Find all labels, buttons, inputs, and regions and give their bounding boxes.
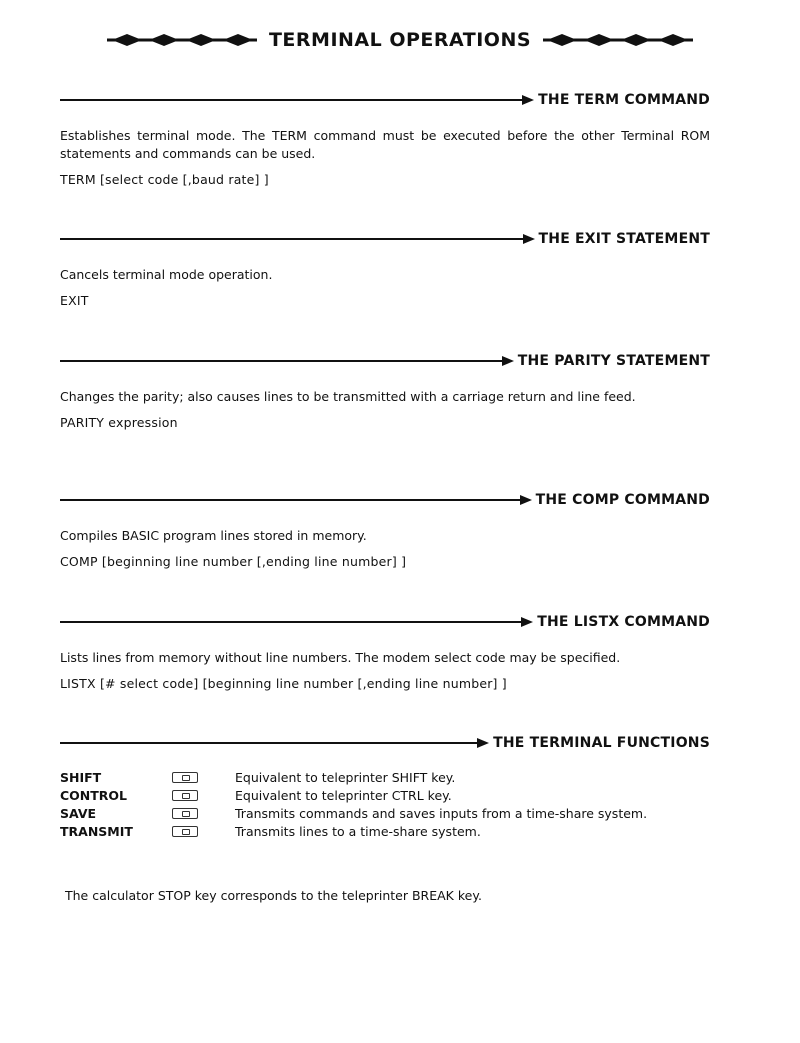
table-row [60,823,647,841]
heading-arrow-rule [60,499,520,501]
key-icon [172,772,198,783]
section-heading-row [60,229,710,249]
section-heading-row [60,490,710,510]
function-description: Transmits commands and saves inputs from a time-share system. [235,806,648,821]
function-name: SAVE [60,806,97,821]
syntax-line: COMP [beginning line number [,ending line number] ] [60,554,407,569]
syntax-line: TERM [select code [,baud rate] ] [60,172,269,187]
function-name: TRANSMIT [60,824,133,839]
footer-note: The calculator STOP key corresponds to the teleprinter BREAK key. [65,888,482,903]
function-name: CONTROL [60,788,128,803]
table-row [60,787,647,805]
section-title: THE PARITY STATEMENT [517,353,710,369]
syntax-line: EXIT [60,293,89,308]
title-row [0,26,800,54]
left-arrow-ornament [107,33,257,47]
section-description: Compiles BASIC program lines stored in memory. [60,528,367,543]
key-icon [172,808,198,819]
section-heading-row [60,733,710,753]
section-parity-statement [60,351,710,432]
page-title: TERMINAL OPERATIONS [268,29,532,51]
table-row [60,805,647,823]
section-comp-command [60,490,710,571]
section-description: Cancels terminal mode operation. [60,267,273,282]
function-description: Equivalent to teleprinter SHIFT key. [235,770,456,785]
heading-arrow-rule [60,742,477,744]
section-title: THE COMP COMMAND [535,492,710,508]
function-description: Equivalent to teleprinter CTRL key. [235,788,452,803]
section-description: Establishes terminal mode. The TERM command must be executed before the other Terminal ROM statements and commands can be used. [60,128,710,161]
section-title: THE TERMINAL FUNCTIONS [493,735,710,751]
section-exit-statement [60,229,710,310]
section-heading-row [60,612,710,632]
heading-arrow-rule [60,99,522,101]
section-description: Lists lines from memory without line numbers. The modem select code may be specified. [60,650,621,665]
section-title: THE TERM COMMAND [538,92,710,108]
section-title: THE EXIT STATEMENT [538,231,710,247]
syntax-line: LISTX [# select code] [beginning line number [,ending line number] ] [60,676,507,691]
function-name: SHIFT [60,770,102,785]
section-term-command [60,90,710,189]
key-icon [172,826,198,837]
heading-arrow-rule [60,238,523,240]
syntax-line: PARITY expression [60,415,178,430]
section-heading-row [60,90,710,110]
heading-arrow-rule [60,360,502,362]
table-row [60,769,647,787]
key-icon [172,790,198,801]
section-description: Changes the parity; also causes lines to be transmitted with a carriage return and line feed. [60,389,636,404]
section-terminal-functions [60,733,710,841]
function-description: Transmits lines to a time-share system. [235,824,481,839]
section-title: THE LISTX COMMAND [537,614,710,630]
section-heading-row [60,351,710,371]
right-arrow-ornament [543,33,693,47]
heading-arrow-rule [60,621,521,623]
section-listx-command [60,612,710,693]
functions-table [60,769,647,841]
